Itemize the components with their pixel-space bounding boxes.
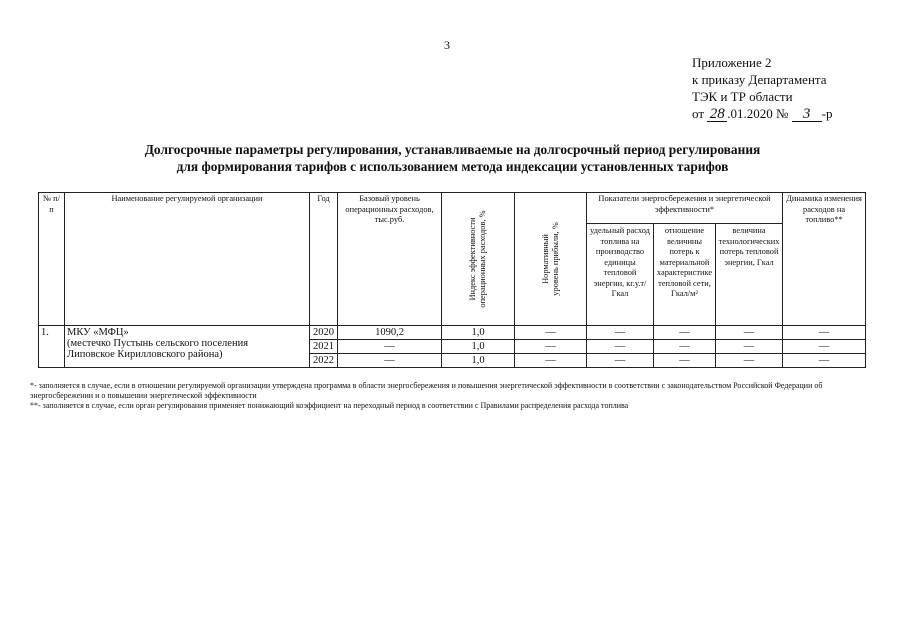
appendix-line-1: Приложение 2 [692, 55, 772, 70]
date-day: 28 [707, 107, 727, 122]
header-profit [515, 193, 587, 326]
cell-year: 2022 [310, 354, 338, 368]
cell-energy-2: — [654, 340, 716, 354]
page-number: 3 [444, 38, 450, 52]
date-prefix: от [692, 106, 705, 121]
header-profit-line-1: Нормативный [540, 234, 550, 284]
cell-profit: — [515, 340, 587, 354]
header-dynamics: Динамика изменения расходов на топливо** [783, 193, 866, 326]
cell-base: 1090,2 [338, 326, 442, 340]
appendix-block [692, 54, 833, 122]
cell-dynamics: — [783, 340, 866, 354]
cell-base: — [338, 354, 442, 368]
cell-energy-1: — [587, 340, 654, 354]
title-line-2: для формирования тарифов с использованием метода индексации установленных тарифов [176, 159, 729, 174]
cell-dynamics: — [783, 326, 866, 340]
appendix-line-3: ТЭК и ТР области [692, 89, 793, 104]
footnote-2-mark: **- [30, 401, 41, 410]
cell-year: 2020 [310, 326, 338, 340]
header-energy-sub-1: удельный расход топлива на производство единицы тепловой энергии, кг.у.т/Гкал [587, 224, 654, 326]
header-year: Год [310, 193, 338, 326]
order-number: 3 [792, 107, 822, 122]
header-base-level: Базовый уровень операционных расходов, тыс.руб. [338, 193, 442, 326]
document-title [60, 141, 845, 175]
org-number: 1. [39, 326, 65, 368]
cell-profit: — [515, 354, 587, 368]
cell-energy-2: — [654, 354, 716, 368]
header-org: Наименование регулируемой организации [65, 193, 310, 326]
cell-base: — [338, 340, 442, 354]
org-name-line-2: (местечко Пустынь сельского поселения [67, 338, 249, 349]
header-energy-sub-3: величина технологических потерь тепловой энергии, Гкал [716, 224, 783, 326]
footnote-1-mark: *- [30, 381, 37, 390]
order-suffix: -р [821, 106, 833, 121]
footnote-2 [30, 401, 875, 411]
table-row [39, 326, 866, 340]
cell-energy-2: — [654, 326, 716, 340]
cell-index: 1,0 [442, 354, 515, 368]
header-energy-sub-2: отношение величины потерь к материальной характеристике тепловой сети, Гкал/м² [654, 224, 716, 326]
footnote-1-text: заполняется в случае, если в отношении регулируемой организации утверждена программа в области энергосбережения и повышения энергетической эффективности в соответствии с законодательством Российской Федерации об энергосбережении и о повышении энергетической эффективности [30, 381, 823, 400]
footnotes [30, 381, 875, 411]
org-name [65, 326, 310, 368]
cell-dynamics: — [783, 354, 866, 368]
date-rest: .01.2020 № [727, 106, 789, 121]
cell-energy-3: — [716, 326, 783, 340]
header-row-1 [39, 193, 866, 224]
org-name-line-1: МКУ «МФЦ» [67, 327, 129, 338]
footnote-2-text: заполняется в случае, если орган регулирования применяет понижающий коэффициент на переходный период в соответствии с Правилами распределения расхода топлива [42, 401, 629, 410]
cell-profit: — [515, 326, 587, 340]
cell-energy-3: — [716, 340, 783, 354]
cell-energy-1: — [587, 354, 654, 368]
header-energy-group: Показатели энергосбережения и энергетической эффективности* [587, 193, 783, 224]
cell-energy-3: — [716, 354, 783, 368]
title-line-1: Долгосрочные параметры регулирования, устанавливаемые на долгосрочный период регулирования [144, 142, 761, 157]
cell-year: 2021 [310, 340, 338, 354]
parameters-table [38, 192, 866, 368]
header-index-line-1: Индекс эффективности [468, 217, 477, 301]
header-index-line-2: операционных расходов, % [478, 210, 487, 308]
appendix-line-2: к приказу Департамента [692, 72, 827, 87]
footnote-1 [30, 381, 875, 401]
cell-index: 1,0 [442, 326, 515, 340]
header-profit-line-2: уровень прибыли, % [550, 222, 560, 296]
header-num: № п/п [39, 193, 65, 326]
org-name-line-3: Липовское Кирилловского района) [67, 349, 223, 360]
cell-index: 1,0 [442, 340, 515, 354]
appendix-date-line [692, 105, 833, 122]
header-index [442, 193, 515, 326]
cell-energy-1: — [587, 326, 654, 340]
